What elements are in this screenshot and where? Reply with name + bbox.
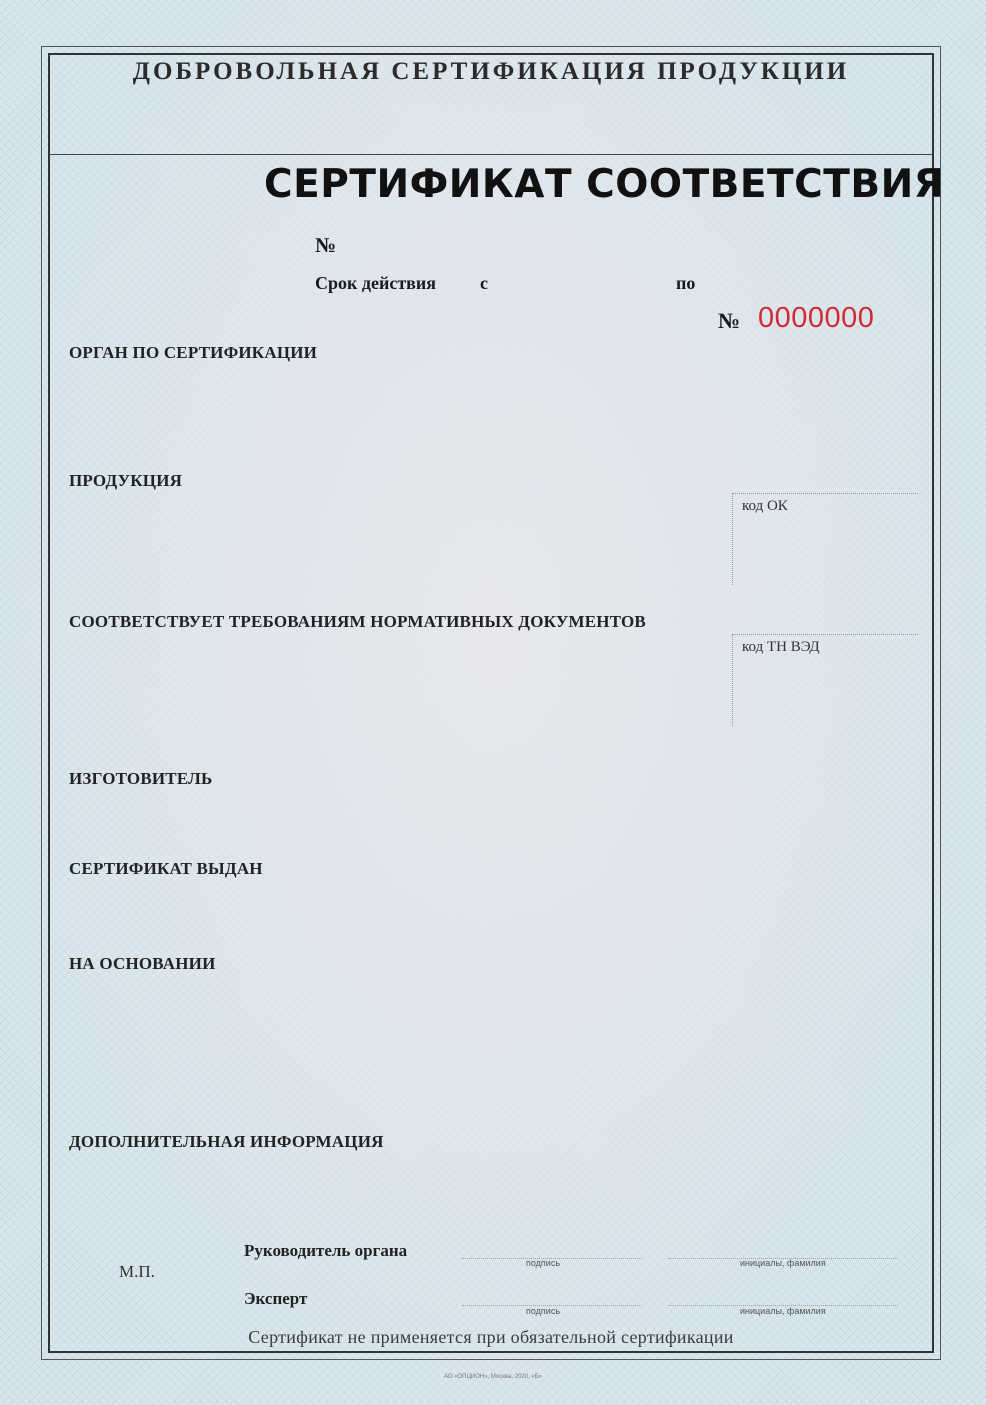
ok-code-label: код ОК: [742, 498, 788, 514]
expert-name-caption: инициалы, фамилия: [740, 1306, 826, 1316]
issued-to-label: СЕРТИФИКАТ ВЫДАН: [69, 859, 263, 878]
serial-number: 0000000: [758, 302, 875, 334]
head-signature-caption: подпись: [526, 1258, 561, 1268]
serial-number-sign: №: [718, 308, 741, 333]
compliance-label: СООТВЕТСТВУЕТ ТРЕБОВАНИЯМ НОРМАТИВНЫХ ДОКУМЕНТОВ: [69, 612, 646, 631]
tn-ved-code-label: код ТН ВЭД: [742, 639, 820, 655]
header-top-title: ДОБРОВОЛЬНАЯ СЕРТИФИКАЦИЯ ПРОДУКЦИИ: [132, 58, 850, 85]
validity-label: Срок действия: [315, 273, 437, 293]
product-label: ПРОДУКЦИЯ: [69, 471, 183, 490]
stamp-place-label: М.П.: [119, 1262, 155, 1281]
tn-ved-code-box: [732, 634, 918, 726]
disclaimer-text: Сертификат не применяется при обязательной сертификации: [248, 1327, 734, 1347]
additional-info-label: ДОПОЛНИТЕЛЬНАЯ ИНФОРМАЦИЯ: [69, 1132, 384, 1151]
header-divider: [49, 154, 933, 155]
certification-body-label: ОРГАН ПО СЕРТИФИКАЦИИ: [69, 343, 318, 362]
basis-label: НА ОСНОВАНИИ: [69, 954, 216, 973]
ok-code-box: [732, 493, 918, 585]
head-of-body-label: Руководитель органа: [244, 1241, 408, 1260]
validity-from-label: с: [480, 273, 488, 293]
head-name-caption: инициалы, фамилия: [740, 1258, 826, 1268]
expert-label: Эксперт: [244, 1289, 308, 1308]
expert-signature-caption: подпись: [526, 1306, 561, 1316]
manufacturer-label: ИЗГОТОВИТЕЛЬ: [69, 769, 213, 788]
certificate-title: СЕРТИФИКАТ СООТВЕТСТВИЯ: [264, 162, 945, 207]
validity-to-label: по: [676, 273, 696, 293]
certificate-number-label: №: [315, 233, 337, 257]
printer-mark: АО «ОПЦИОН», Москва, 2020, «Б»: [443, 1374, 543, 1380]
